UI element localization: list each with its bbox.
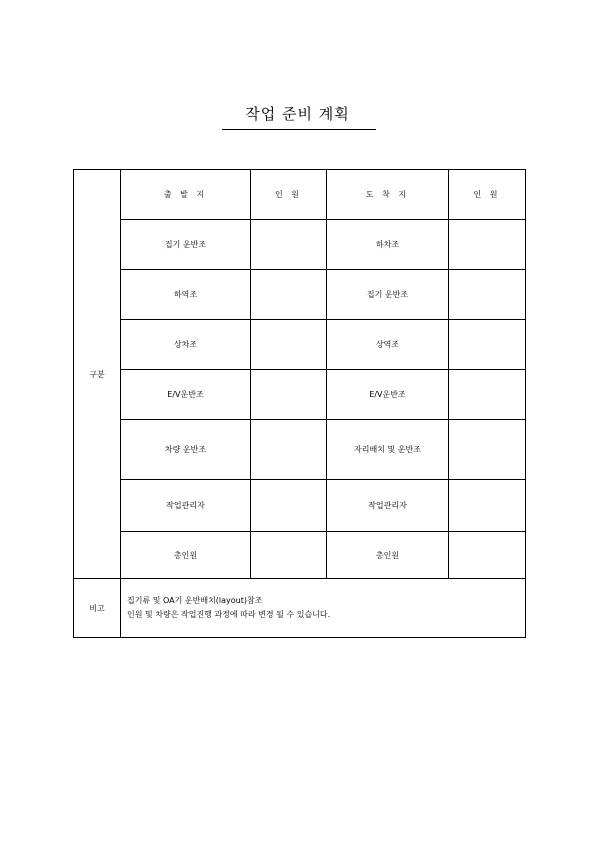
- origin-staff-cell: [251, 270, 327, 320]
- remarks-line: 인원 및 차량은 작업진행 과정에 따라 변경 될 수 있습니다.: [127, 610, 331, 619]
- origin-cell: 하역조: [121, 270, 251, 320]
- table-row: [74, 220, 526, 270]
- destination-staff-header: 인 원: [449, 170, 526, 220]
- remarks-content: [121, 579, 526, 638]
- destination-staff-cell: [449, 370, 526, 420]
- table-row: [74, 420, 526, 480]
- origin-cell: 집기 운반조: [121, 220, 251, 270]
- origin-cell: 총인원: [121, 532, 251, 579]
- origin-staff-cell: [251, 420, 327, 480]
- origin-cell: E/V운반조: [121, 370, 251, 420]
- remarks-label: 비고: [74, 579, 121, 638]
- destination-staff-cell: [449, 480, 526, 532]
- destination-header: 도 착 지: [327, 170, 449, 220]
- destination-cell: E/V운반조: [327, 370, 449, 420]
- destination-staff-cell: [449, 220, 526, 270]
- table-row: [74, 480, 526, 532]
- origin-header: 출 발 지: [121, 170, 251, 220]
- destination-staff-cell: [449, 320, 526, 370]
- destination-cell: 총인원: [327, 532, 449, 579]
- origin-staff-cell: [251, 532, 327, 579]
- origin-staff-cell: [251, 370, 327, 420]
- origin-staff-cell: [251, 320, 327, 370]
- table-row: [74, 320, 526, 370]
- destination-staff-cell: [449, 270, 526, 320]
- destination-staff-cell: [449, 532, 526, 579]
- destination-cell: 하차조: [327, 220, 449, 270]
- destination-cell: 자리배치 및 운반조: [327, 420, 449, 480]
- origin-cell: 차량 운반조: [121, 420, 251, 480]
- table-row: [74, 532, 526, 579]
- table-header-row: [74, 170, 526, 220]
- origin-staff-cell: [251, 480, 327, 532]
- origin-cell: 작업관리자: [121, 480, 251, 532]
- table-row: [74, 270, 526, 320]
- work-plan-table: [73, 169, 526, 638]
- destination-staff-cell: [449, 420, 526, 480]
- page-title: 작업 준비 계획: [245, 105, 350, 123]
- table-row: [74, 370, 526, 420]
- remarks-row: [74, 579, 526, 638]
- category-label: 구분: [74, 170, 121, 579]
- origin-staff-cell: [251, 220, 327, 270]
- destination-cell: 집기 운반조: [327, 270, 449, 320]
- destination-cell: 작업관리자: [327, 480, 449, 532]
- origin-cell: 상차조: [121, 320, 251, 370]
- remarks-line: 집기류 및 OA기 운반배치(layout)참조: [127, 596, 263, 605]
- title-underline: [222, 129, 376, 130]
- origin-staff-header: 인 원: [251, 170, 327, 220]
- destination-cell: 상역조: [327, 320, 449, 370]
